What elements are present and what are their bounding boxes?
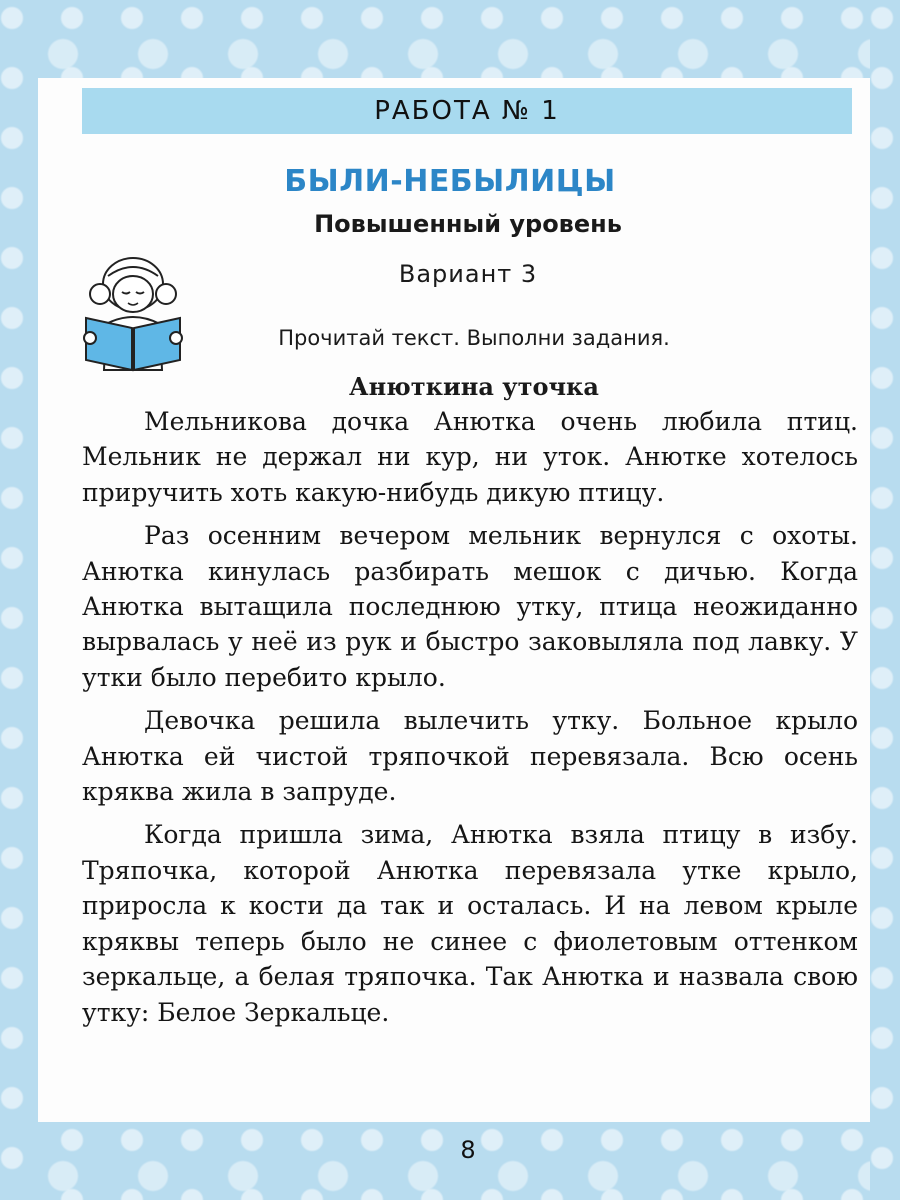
instruction-text: Прочитай текст. Выполни задания. [278, 326, 670, 350]
story-paragraph: Когда пришла зима, Анютка взяла птицу в избу. Тряпочка, которой Анютка перевязала утке крыло, приросла к кости да так и осталась. И на левом крыле кряквы теперь было не синее с фиолетовым оттенком зеркальце, а белая тряпочка. Так Анютка и назвала свою утку: Белое Зеркальце. [82, 820, 858, 1027]
story-paragraph: Раз осенним вечером мельник вернулся с охоты. Анютка кинулась разбирать мешок с дичью. Когда Анютка вытащила последнюю утку, птица неожиданно вырвалась у неё из рук и быстро заковыляла под лавку. У утки было перебито крыло. [82, 521, 858, 692]
topic-title: БЫЛИ-НЕБЫЛИЦЫ [284, 164, 616, 199]
story-text [82, 404, 858, 1038]
story-paragraph: Девочка решила вылечить утку. Больное крыло Анютка ей чистой тряпочкой перевязала. Всю осень кряква жила в запруде. [82, 706, 858, 807]
work-title: РАБОТА № 1 [374, 96, 560, 126]
page-number: 8 [460, 1136, 476, 1164]
level-title: Повышенный уровень [314, 210, 622, 238]
decorative-border-top [0, 0, 900, 78]
story-paragraph: Мельникова дочка Анютка очень любила птиц. Мельник не держал ни кур, ни уток. Анютке хотелось приручить хоть какую-нибудь дикую птицу. [82, 407, 858, 507]
girl-reading-book-icon [78, 254, 188, 374]
variant-label: Вариант 3 [398, 260, 538, 288]
story-title: Анюткина уточка [349, 372, 599, 401]
header-band [82, 88, 852, 134]
